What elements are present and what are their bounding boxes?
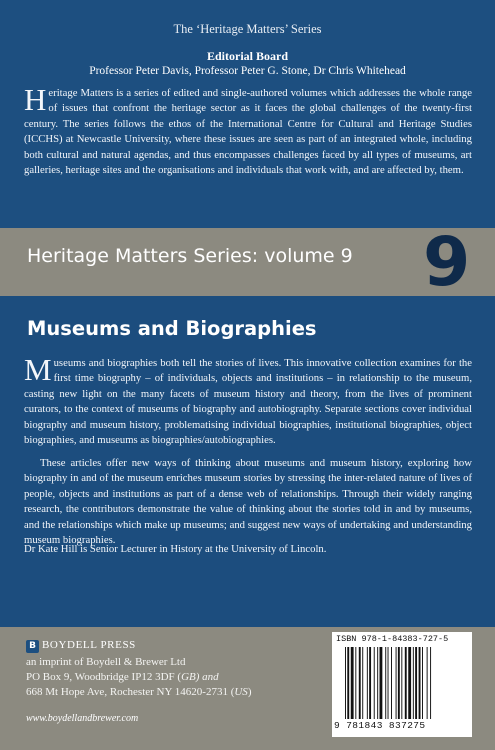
barcode-stripe xyxy=(385,647,386,719)
barcode-stripe xyxy=(415,647,417,719)
barcode-stripe xyxy=(374,647,375,719)
barcode-stripe xyxy=(388,647,389,719)
barcode-stripe xyxy=(351,647,354,719)
series-label: The ‘Heritage Matters’ Series xyxy=(173,22,322,36)
editorial-board-members: Professor Peter Davis, Professor Peter G. Stone, Dr Chris Whitehead xyxy=(89,65,406,77)
publisher-address-us xyxy=(26,686,251,698)
book-title: Museums and Biographies xyxy=(27,317,317,340)
barcode-stripe xyxy=(355,647,356,719)
publisher-imprint: an imprint of Boydell & Brewer Ltd xyxy=(26,656,186,668)
barcode-stripe xyxy=(401,647,402,719)
barcode-stripe xyxy=(398,647,400,719)
barcode-stripe xyxy=(396,647,397,719)
barcode-stripe xyxy=(413,647,414,719)
address-us-text: 668 Mt Hope Ave, Rochester NY 14620-2731 ( xyxy=(26,686,235,698)
author-note: Dr Kate Hill is Senior Lecturer in History at the University of Lincoln. xyxy=(24,543,327,555)
book-blurb-1-text: useums and biographies both tell the stories of lives. This innovative collection examines for the first time biography – of individuals, objects and institutions – in relationship to the museum, casting new light on the many facets of museum history and theory, from the lives of prominent curators, to the context of museums of biography and autobiography. Separate sections cover individual biography and museum history, problematising individual biographies, institutional biographies, object biographies, and museums as biographies/autobiographies. xyxy=(24,357,472,447)
series-volume-title: Heritage Matters Series: volume 9 xyxy=(27,245,353,267)
boydell-logo-icon: B xyxy=(26,640,39,653)
address-uk-suffix: ) and xyxy=(195,671,219,683)
series-description-text: eritage Matters is a series of edited and single-authored volumes which addresses the whole range of issues that confront the heritage sector as it faces the global challenges of the twenty-first century. The series follows the ethos of the International Centre for Cultural and Heritage Studies (ICCHS) at Newcastle University, where these issues are seen as part of an integrated whole, including both cultural and natural agendas, and thus encompasses challenges faced by all types of museums, art galleries, heritage sites and the organisations and individuals that work with, and are affected by, them. xyxy=(24,87,472,177)
barcode-stripe xyxy=(391,647,392,719)
barcode-stripe xyxy=(369,647,371,719)
barcode-stripe xyxy=(430,647,431,719)
barcode-stripe xyxy=(377,647,378,719)
blurb-dropcap: M xyxy=(24,352,52,387)
editorial-board-heading: Editorial Board xyxy=(206,49,288,63)
publisher-website-link[interactable]: www.boydellandbrewer.com xyxy=(26,713,139,724)
barcode-digits: 9 781843 837275 xyxy=(334,720,426,731)
barcode-stripe xyxy=(380,647,383,719)
address-uk-text: PO Box 9, Woodbridge IP12 3DF ( xyxy=(26,671,182,683)
barcode-stripe xyxy=(405,647,407,719)
barcode-stripe xyxy=(408,647,411,719)
address-uk-code: GB xyxy=(181,671,196,683)
barcode-stripe xyxy=(362,647,363,719)
barcode-stripe xyxy=(359,647,361,719)
barcode-stripe xyxy=(345,647,346,719)
book-blurb-1 xyxy=(24,352,472,448)
barcode-stripe xyxy=(419,647,421,719)
barcode-stripe xyxy=(347,647,349,719)
address-us-code: US xyxy=(234,686,248,698)
publisher-name: BOYDELL PRESS xyxy=(42,639,136,651)
series-dropcap: H xyxy=(24,82,47,117)
volume-number: 9 xyxy=(423,223,471,302)
isbn-label: ISBN 978-1-84383-727-5 xyxy=(336,634,449,644)
series-description xyxy=(24,82,472,178)
barcode-stripe xyxy=(427,647,428,719)
barcode-stripe xyxy=(422,647,423,719)
book-blurb-2: These articles offer new ways of thinking about museums and museum history, exploring how biography in and of the museum enriches museum stories by stressing the inter-related nature of lives of people, objects and institutions as part of a dense web of relationships. Through their widely ranging research, the contributors demonstrate the value of thinking about the stories told in and by museums, and the relationships which make up museums; and suggest new ways of undertaking and understanding museum biographies. xyxy=(24,457,472,547)
barcode-image xyxy=(345,647,465,719)
address-us-suffix: ) xyxy=(247,686,252,698)
publisher-address-uk xyxy=(26,671,219,683)
barcode-stripe xyxy=(367,647,368,719)
